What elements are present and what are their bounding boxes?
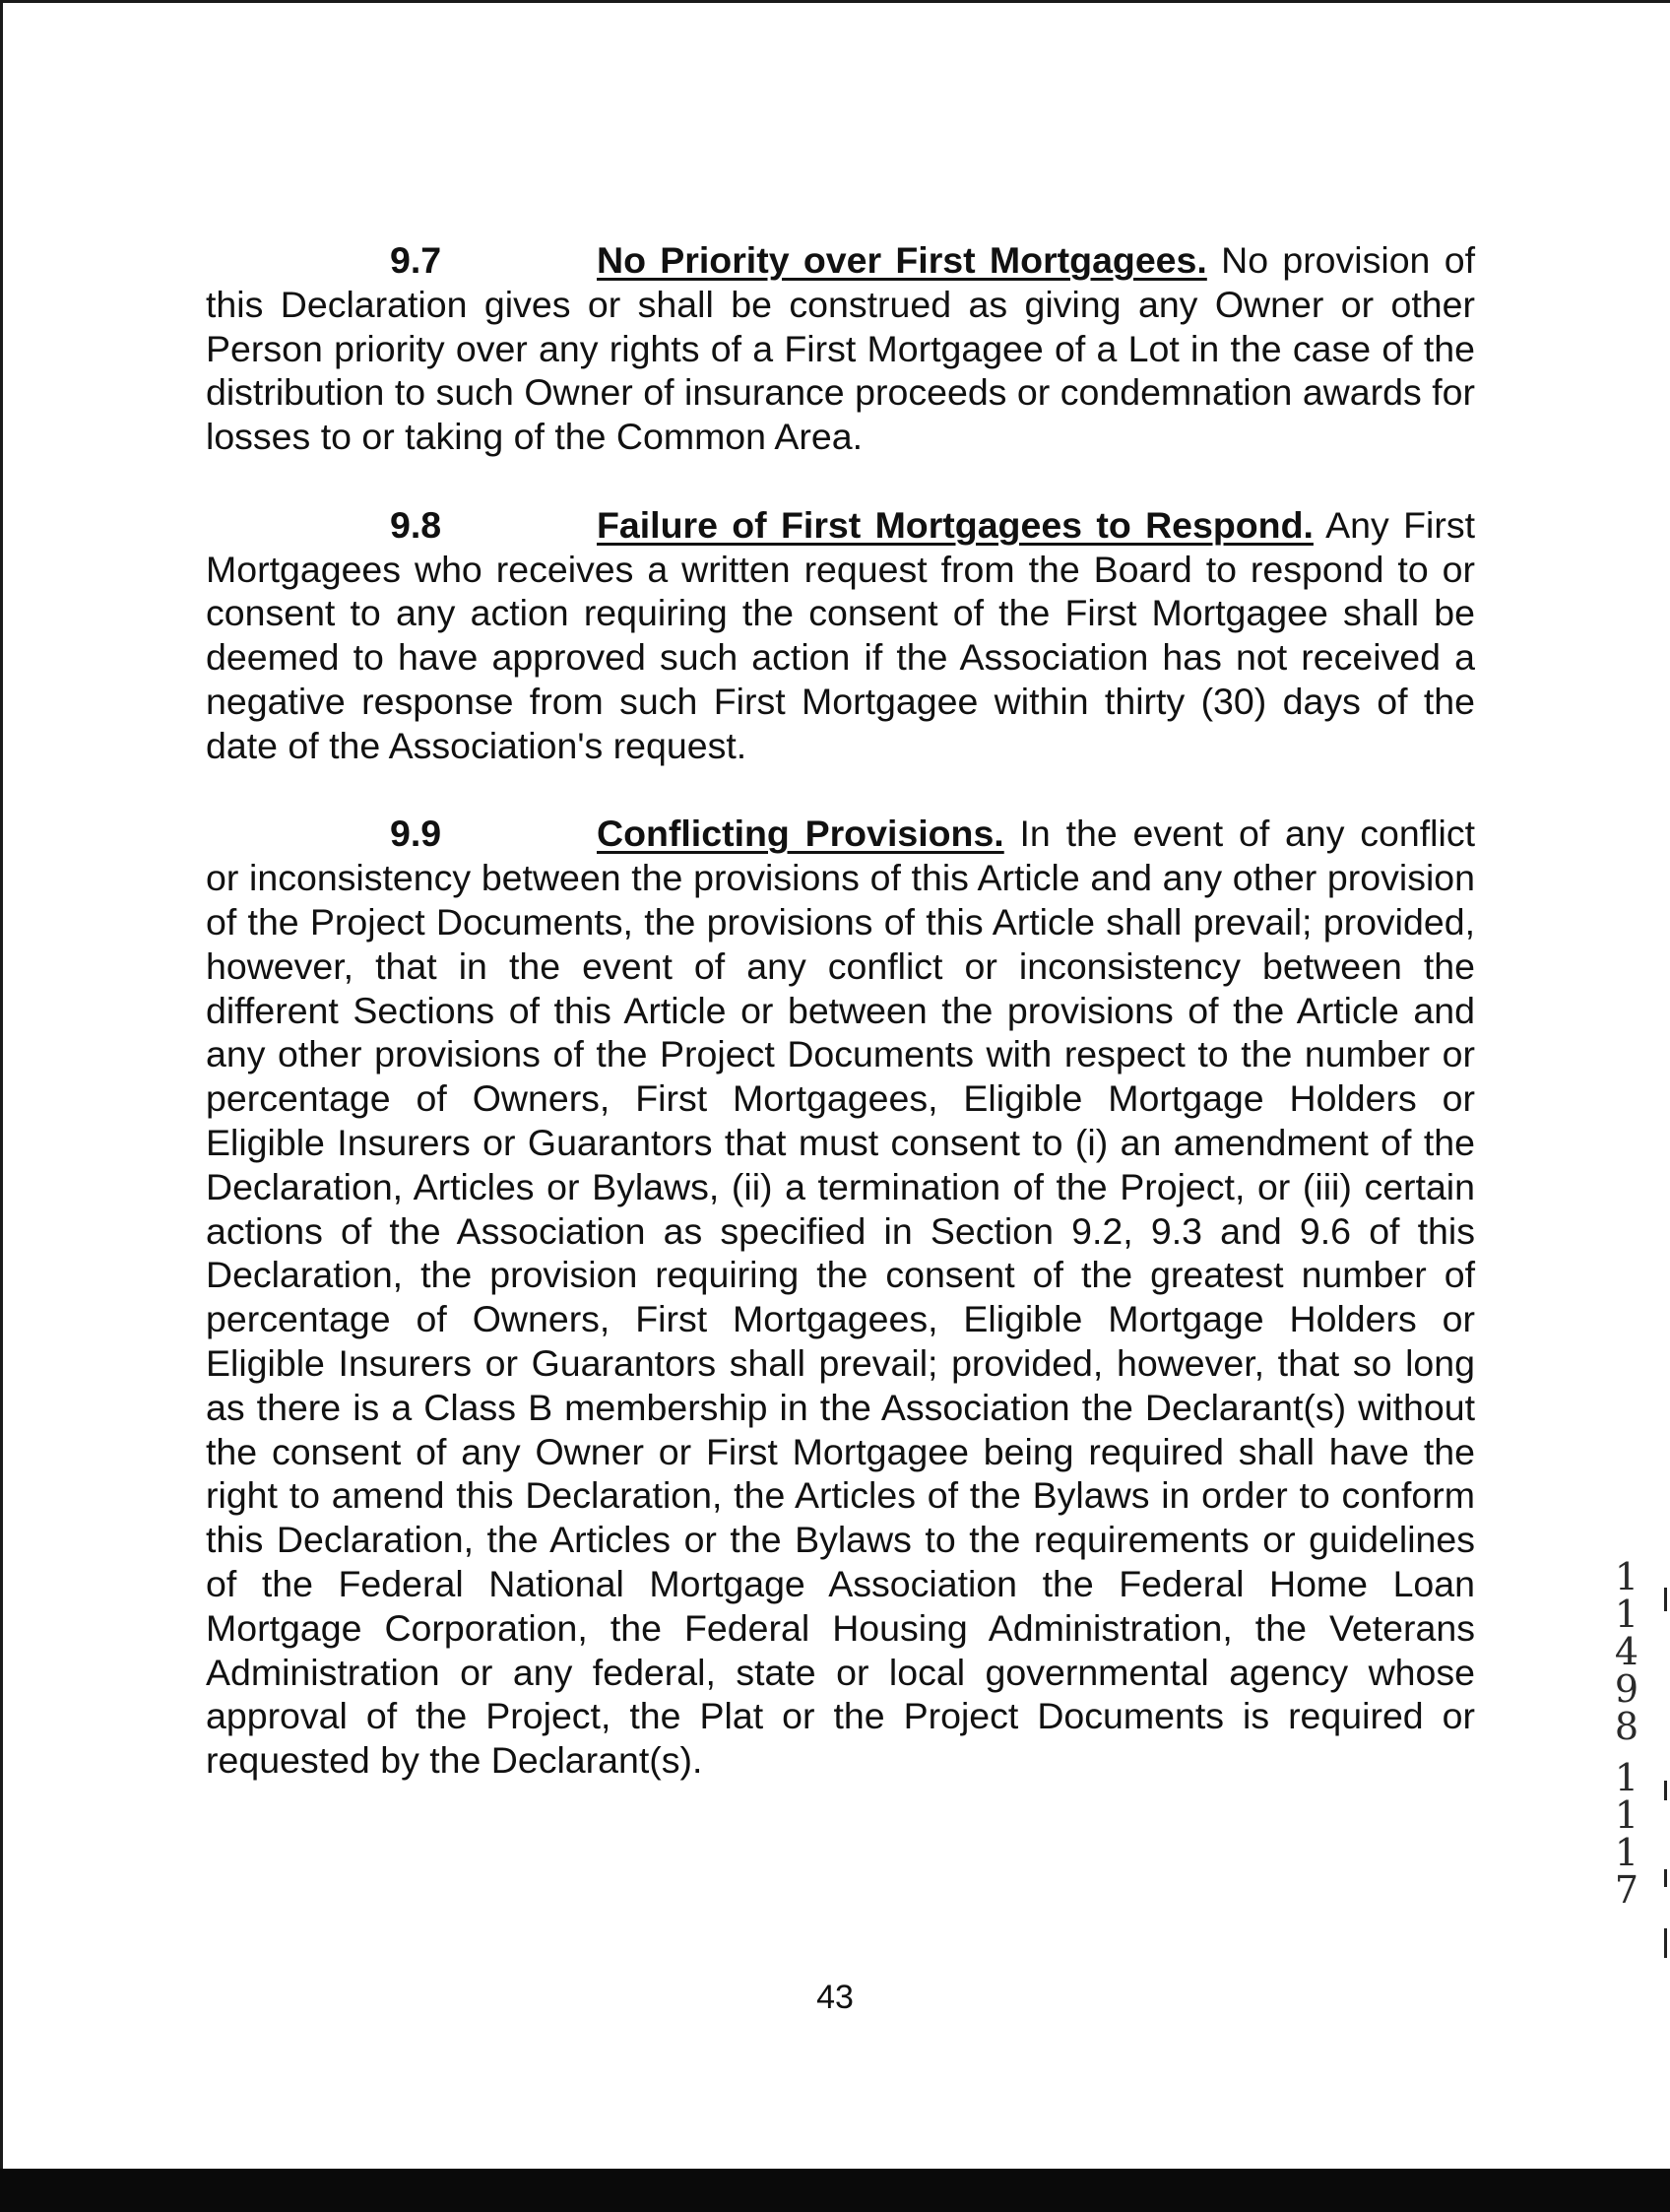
edge-mark: [1664, 1588, 1667, 1611]
section-9-8: [206, 503, 1475, 768]
edge-mark: [1664, 1869, 1667, 1887]
section-number: 9.8: [390, 503, 442, 546]
stamp-digit: 1: [1614, 1831, 1639, 1874]
section-heading: No Priority over First Mortgagees.: [597, 239, 1207, 281]
edge-mark: [1664, 1781, 1667, 1800]
stamp-digit: 9: [1614, 1667, 1639, 1711]
stamp-digit: 1: [1614, 1593, 1639, 1636]
section-number: 9.7: [390, 239, 442, 281]
section-heading: Failure of First Mortgagees to Respond.: [597, 503, 1314, 546]
section-9-9: [206, 812, 1475, 1783]
section-heading: Conflicting Provisions.: [597, 813, 1004, 855]
margin-stamp-upper: [1607, 1555, 1646, 1748]
scan-border-top: [0, 0, 1670, 3]
section-body: No provision of this Declaration gives or shall be construed as giving any Owner or other Person priority over any rights of a First Mortgagee of a Lot in the case of the distribution to such Owner of insurance proceeds or condemnation awards for losses to or taking of the Common Area.: [206, 239, 1475, 458]
stamp-digit: 7: [1614, 1868, 1639, 1912]
document-page: [206, 238, 1475, 1827]
margin-stamp-lower: [1607, 1756, 1646, 1912]
stamp-digit: 8: [1614, 1705, 1639, 1748]
section-number: 9.9: [390, 813, 442, 855]
stamp-digit: 1: [1614, 1793, 1639, 1837]
stamp-digit: 1: [1614, 1555, 1639, 1598]
stamp-digit: 4: [1614, 1630, 1639, 1673]
section-body: Any First Mortgagees who receives a written request from the Board to respond to or consent to any action requiring the consent of the First Mortgagee shall be deemed to have approved such action if the Association has not received a negative response from such First Mortgagee within thirty (30) days of the date of the Association's request.: [206, 503, 1476, 766]
page-number: 43: [816, 1979, 854, 2016]
stamp-digit: 1: [1614, 1756, 1639, 1799]
section-9-7: [206, 238, 1475, 459]
scan-border-bottom: [0, 2169, 1670, 2212]
scan-border-left: [0, 0, 3, 2212]
section-body: In the event of any conflict or inconsistency between the provisions of this Article and any other provision of the Project Documents, the provisions of this Article shall prevail; provided, however, that in the event of any conflict or inconsistency between the different Sections of this Article or between the provisions of the Article and any other provisions of the Project Documents with respect to the number or percentage of Owners, First Mortgagees, Eligible Mortgage Holders or Eligible Insurers or Guarantors that must consent to (i) an amendment of the Declaration, Articles or Bylaws, (ii) a termination of the Project, or (iii) certain actions of the Association as specified in Section 9.2, 9.3 and 9.6 of this Declaration, the provision requiring the consent of the greatest number of percentage of Owners, First Mortgagees, Eligible Mortgage Holders or Eligible Insurers or Guarantors shall prevail; provided, however, that so long as there is a Class B membership in the Association the Declarant(s) without the consent of any Owner or First Mortgagee being required shall have the right to amend this Declaration, the Articles of the Bylaws in order to conform this Declaration, the Articles or the Bylaws to the requirements or guidelines of the Federal National Mortgage Association the Federal Home Loan Mortgage Corporation, the Federal Housing Administration, the Veterans Administration or any federal, state or local governmental agency whose approval of the Project, the Plat or the Project Documents is required or requested by the Declarant(s).: [206, 813, 1475, 1782]
edge-mark: [1664, 1928, 1667, 1958]
